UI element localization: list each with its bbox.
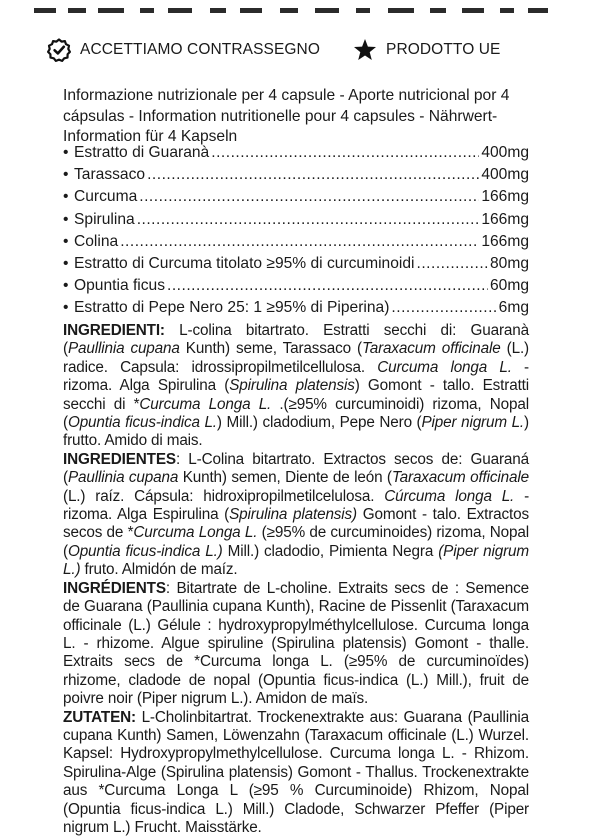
nutrient-name: Tarassaco (74, 166, 146, 184)
cropped-text-fragments (0, 0, 600, 16)
nutrient-qty: 166mg (481, 210, 529, 228)
nutrition-row: • Spirulina ..... 166mg (63, 211, 529, 233)
ingredients-it: INGREDIENTI: L-colina bitartrato. Estratti secchi di: Guaranà (Paullinia cupana Kunth) seme, Tarassaco (Taraxacum officinale (L.) radice. Capsula: idrossipropilmetilcellulosa. Curcuma longa L. - rizoma. Alga Spirulina (Spirulina platensis) Gomont - tallo. Estratti secchi di *Curcuma Longa L. .(≥95% curcuminoidi) rizoma, Nopal (Opuntia ficus-indica L.) Mill.) cladodium, Pepe Nero (Piper nigrum L.) frutto. Amido di mais. (63, 322, 530, 450)
nutrition-row: • Estratto di Guaranà ..... 400mg (63, 144, 529, 166)
badge-eu-label: PRODOTTO UE (386, 41, 501, 58)
nutrient-qty: 166mg (481, 232, 529, 250)
nutrient-name: Estratto di Guaranà (74, 144, 210, 161)
nutrient-qty: 6mg (498, 299, 529, 317)
ingredients-fr: INGRÉDIENTS: Bitartrate de L-choline. Extraits secs de : Semence de Guarana (Paullinia cupana Kunth), Racine de Pissenlit (Taraxacum officinale (L.) Gélule : hydroxypropylméthylcellulose. Curcuma longa L. - rhizome. Algue spiruline (Spirulina platensis) Gomont - thalle. Extraits secs de *Curcuma longa L. (≥95% de curcuminoïdes) rhizome, cladode de nopal (Opuntia ficus-indica (L.) Mill.), fruit de poivre noir (Piper nigrum L.). Amidon de maïs. (63, 579, 529, 708)
nutrient-name: Estratto di Curcuma titolato ≥95% di curcuminoidi (74, 254, 415, 272)
cropped-top-text (0, 0, 600, 16)
nutrient-qty: 80mg (489, 254, 529, 272)
ingredients-es-label: INGREDIENTES (63, 450, 176, 468)
nutrition-table (63, 144, 529, 322)
nutrient-name: Curcuma (74, 188, 138, 206)
badge-cod-label: ACCETTIAMO CONTRASSEGNO (80, 41, 320, 58)
nutrition-row: • Curcuma ..... 166mg (63, 188, 529, 210)
nutrition-row: • Estratto di Curcuma titolato ≥95% di curcuminoidi ..... 80mg (63, 255, 529, 277)
ingredients-block (63, 322, 529, 837)
star-icon (353, 38, 377, 62)
ingredients-de-label: ZUTATEN: (63, 708, 136, 726)
badge-eu (353, 38, 501, 62)
nutrient-qty: 60mg (489, 277, 529, 295)
nutrient-qty: 400mg (481, 166, 529, 184)
nutrition-row: • Colina ..... 166mg (63, 233, 529, 255)
badge-cod (47, 38, 320, 62)
nutrient-qty: 400mg (481, 144, 529, 161)
ingredients-es: INGREDIENTES: L-Colina bitartrato. Extractos secos de: Guaraná (Paullinia cupana Kunth) semen, Diente de león (Taraxacum officinale (L.) raíz. Cápsula: hidroxipropilmetilcelulosa. Cúrcuma longa L. - rizoma. Alga Espirulina (Spirulina platensis) Gomont - talo. Extractos secos de *Curcuma Longa L. (≥95% de curcuminoides) rizoma, Nopal (Opuntia ficus-indica L.) Mill.) cladodio, Pimienta Negra (Piper nigrum L.) fruto. Almidón de maíz. (63, 450, 530, 579)
badge-bar (47, 38, 567, 66)
nutrition-row: • Opuntia ficus ..... 60mg (63, 277, 529, 299)
ingredients-fr-label: INGRÉDIENTS (63, 579, 166, 597)
nutrition-row: • Tarassaco ..... 400mg (63, 166, 529, 188)
nutrition-row: • Estratto di Pepe Nero 25: 1 ≥95% di Piperina) ..... 6mg (63, 299, 529, 321)
nutrient-name: Estratto di Pepe Nero 25: 1 ≥95% di Piperina) (74, 299, 390, 317)
nutrient-name: Opuntia ficus (74, 277, 166, 295)
nutrient-name: Colina (74, 232, 119, 250)
nutrient-qty: 166mg (481, 188, 529, 206)
nutrition-heading: Informazione nutrizionale per 4 capsule - Aporte nutricional por 4 cápsulas - Information nutritionelle pour 4 capsules - Nährwert-Information für 4 Kapseln (63, 87, 510, 145)
nutrient-name: Spirulina (74, 210, 135, 228)
check-badge-icon (47, 38, 71, 62)
ingredients-de: ZUTATEN: L-Cholinbitartrat. Trockenextrakte aus: Guarana (Paullinia cupana Kunth) Samen, Löwenzahn (Taraxacum officinale (L.) Wurzel. Kapsel: Hydroxypropylmethylcellulose. Curcuma longa L. - Rhizom. Spirulina-Alge (Spirulina platensis) Gomont - Thallus. Trockenextrakte aus *Curcuma Longa L (≥95 % Curcuminoide) Rhizom, Nopal (Opuntia ficus-indica L.) Mill.) Cladode, Schwarzer Pfeffer (Piper nigrum L.) Frucht. Maisstärke. (63, 708, 529, 836)
ingredients-it-label: INGREDIENTI: (63, 322, 165, 339)
